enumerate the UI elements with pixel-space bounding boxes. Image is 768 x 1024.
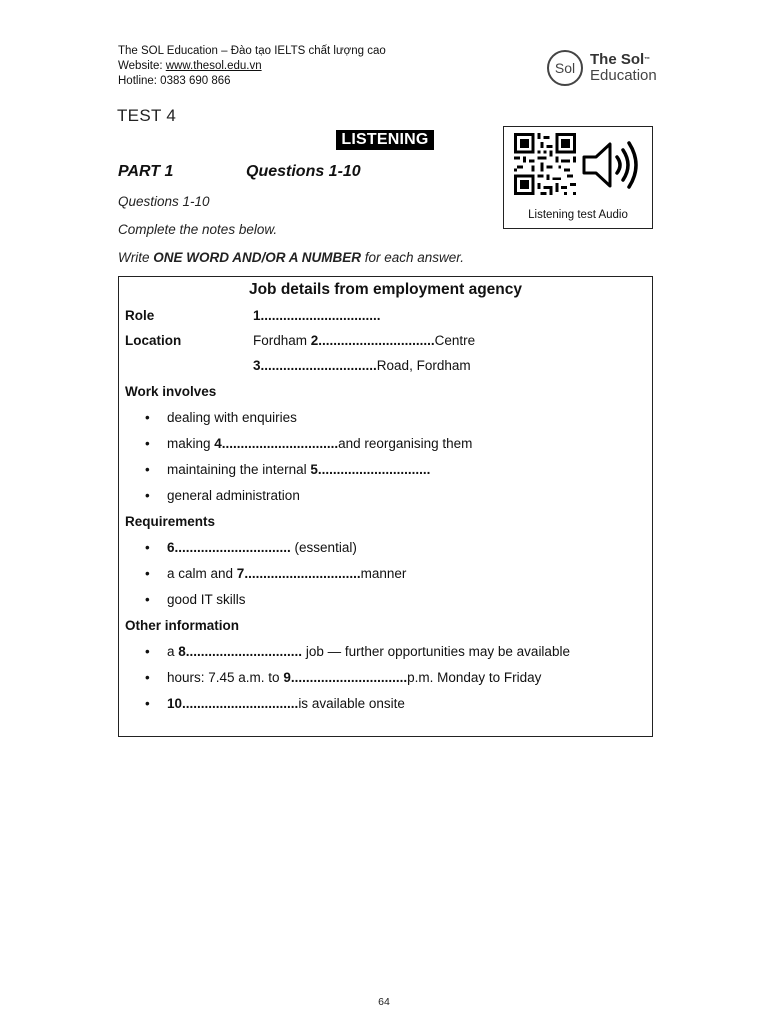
- other-b1-pre: a: [167, 644, 179, 659]
- bullet-dot: •: [145, 696, 150, 711]
- location-label: Location: [125, 333, 182, 348]
- q1-blank[interactable]: ................................: [260, 308, 381, 323]
- qr-code-icon[interactable]: [514, 133, 576, 195]
- logo-mark-text: Sol: [554, 60, 576, 76]
- q4-number: 4: [214, 436, 222, 451]
- part-label: PART 1: [118, 163, 174, 180]
- logo-line2: Education: [590, 67, 657, 84]
- test-title: TEST 4: [117, 106, 177, 125]
- instructions-line3-pre: Write: [118, 250, 154, 265]
- header-hotline: Hotline: 0383 690 866: [118, 75, 231, 87]
- location-value: [253, 333, 475, 348]
- req-b2-pre: a calm and: [167, 566, 237, 581]
- req-b1-post: (essential): [290, 540, 357, 555]
- other-b3-post: is available onsite: [298, 696, 405, 711]
- sol-logo-mark: [545, 49, 587, 87]
- q2-number: 2: [310, 333, 319, 348]
- address-value: [253, 358, 471, 373]
- bullet-dot: •: [145, 644, 150, 659]
- instructions-line2: Complete the notes below.: [118, 222, 278, 237]
- instructions-line3: [118, 250, 464, 265]
- bullet-dot: •: [145, 592, 150, 607]
- requirements-heading: Requirements: [125, 514, 216, 529]
- bullet-dot: •: [145, 436, 150, 451]
- q7-blank[interactable]: ...............................: [244, 566, 361, 581]
- q3-blank[interactable]: ...............................: [260, 358, 377, 373]
- bullet-dot: •: [145, 566, 150, 581]
- q9-blank[interactable]: ...............................: [290, 670, 408, 685]
- q3-number: 3: [253, 358, 261, 373]
- bullet-dot: •: [145, 670, 150, 685]
- q7-number: 7: [236, 566, 245, 581]
- instructions-line1: Questions 1-10: [118, 194, 210, 209]
- location-post: Centre: [434, 333, 476, 348]
- logo-line1: The Sol: [590, 51, 645, 68]
- location-pre: Fordham: [253, 333, 311, 348]
- q5-blank[interactable]: ..............................: [317, 462, 431, 477]
- other-heading: Other information: [125, 618, 239, 633]
- q6-blank[interactable]: ...............................: [174, 540, 291, 555]
- instructions-line3-post: for each answer.: [361, 250, 465, 265]
- website-link[interactable]: www.thesol.edu.vn: [165, 60, 262, 72]
- other-b2-pre: hours: 7.45 a.m. to: [167, 670, 284, 685]
- bullet-dot: •: [145, 488, 150, 503]
- qr-caption: Listening test Audio: [528, 209, 628, 221]
- req-b3-text: good IT skills: [167, 592, 246, 607]
- q8-blank[interactable]: ...............................: [185, 644, 303, 659]
- notes-box: [118, 276, 653, 737]
- bullet-dot: •: [145, 462, 150, 477]
- work-b2-pre: making: [167, 436, 215, 451]
- other-b2-post: p.m. Monday to Friday: [407, 670, 542, 685]
- q4-blank[interactable]: ...............................: [221, 436, 339, 451]
- section-badge: LISTENING: [336, 130, 434, 150]
- work-heading: Work involves: [125, 384, 217, 399]
- q2-blank[interactable]: ...............................: [318, 333, 435, 348]
- q6-number: 6: [167, 540, 175, 555]
- q5-number: 5: [310, 462, 318, 477]
- q1-number: 1: [253, 308, 261, 323]
- work-b1-text: dealing with enquiries: [167, 410, 297, 425]
- sol-logo: [545, 45, 657, 93]
- work-b2-post: and reorganising them: [338, 436, 473, 451]
- notes-title: Job details from employment agency: [248, 281, 523, 298]
- questions-heading: Questions 1-10: [246, 163, 361, 180]
- header-website: [118, 59, 262, 74]
- q10-number: 10: [167, 696, 183, 711]
- logo-tm: ™: [644, 57, 651, 63]
- role-label: Role: [125, 308, 155, 323]
- other-b1-post: job — further opportunities may be available: [302, 644, 570, 659]
- address-post: Road, Fordham: [376, 358, 471, 373]
- role-value: [253, 308, 381, 323]
- work-b3-pre: maintaining the internal: [167, 462, 311, 477]
- header-tagline: The SOL Education – Đào tạo IELTS chất lượng cao: [118, 45, 386, 57]
- logo-wordmark: [590, 52, 657, 84]
- page-number: 64: [378, 996, 390, 1008]
- work-b4-text: general administration: [167, 488, 300, 503]
- req-b2-post: manner: [360, 566, 407, 581]
- bullet-dot: •: [145, 410, 150, 425]
- q10-blank[interactable]: ...............................: [182, 696, 299, 711]
- bullet-dot: •: [145, 540, 150, 555]
- q9-number: 9: [283, 670, 291, 685]
- audio-qr-box[interactable]: [503, 126, 653, 229]
- website-prefix: Website:: [118, 60, 166, 72]
- q8-number: 8: [178, 644, 186, 659]
- speaker-icon[interactable]: [580, 137, 642, 193]
- instructions-line3-bold: ONE WORD AND/OR A NUMBER: [153, 250, 361, 265]
